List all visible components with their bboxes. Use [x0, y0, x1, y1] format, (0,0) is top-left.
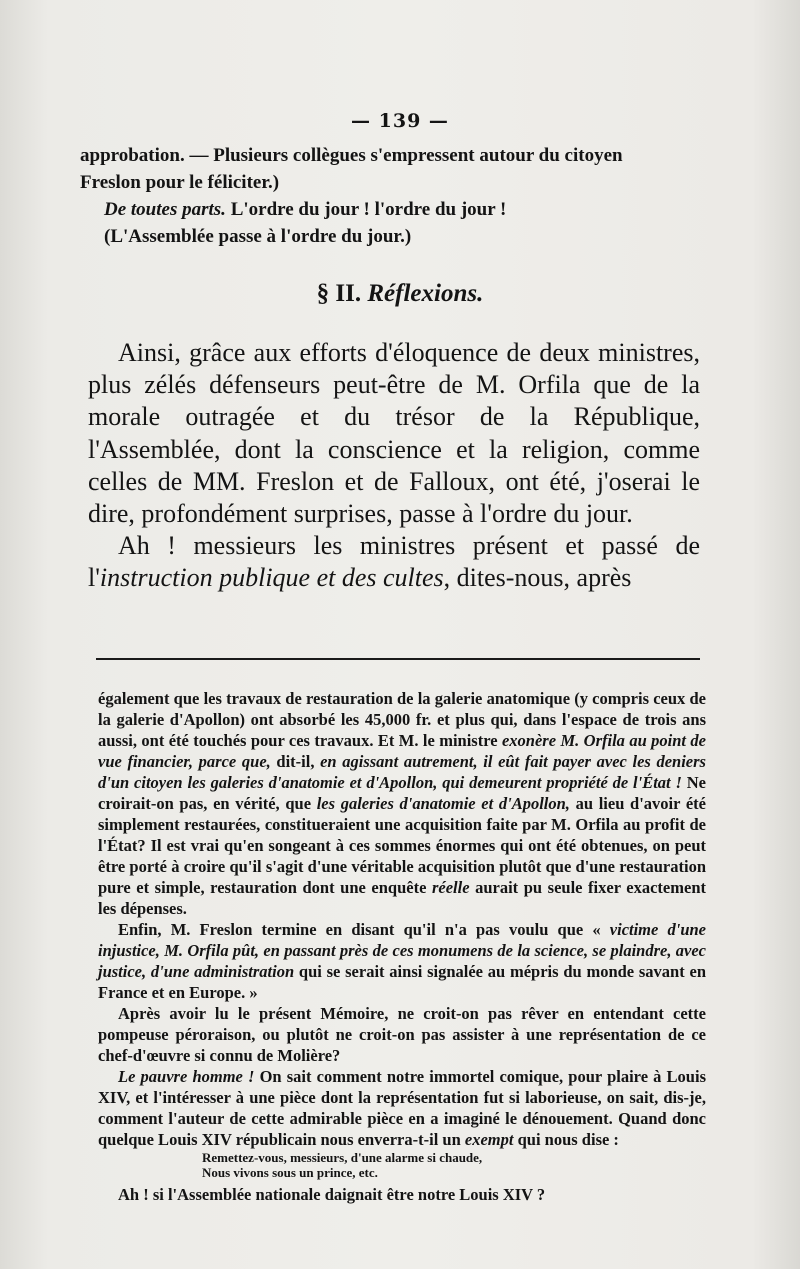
italic-run: victime d'une injustice, M. Orfila pût, en passant près de ces monumens de la science, se plaindre, avec justice, d'une administration	[98, 920, 706, 981]
body-paragraph: Ainsi, grâce aux efforts d'éloquence de deux ministres, plus zélés défenseurs peut-être de M. Orfila que de la morale outragée et du trésor de la République, l'Assemblée, dont la conscience et la religion, comme celles de MM. Freslon et de Falloux, ont été, j'oserai le dire, profondément surprises, passe à l'ordre du jour.	[88, 338, 700, 529]
italic-run: Le pauvre homme !	[118, 1067, 255, 1086]
speaker-label: De toutes parts.	[104, 199, 226, 220]
verse-line: Remettez-vous, messieurs, d'une alarme si chaude,	[202, 1150, 483, 1165]
footnote-paragraph	[98, 688, 706, 919]
section-number: § II.	[316, 280, 368, 307]
transcript-end	[80, 142, 700, 250]
text-run: également que les travaux de restauration de la galerie anatomique (y compris ceux de la galerie d'Apollon) ont absorbé les 45,000 fr. et plus qui, dans l'espace de trois ans aussi, ont été touchés pour ces travaux. Et M. le ministre	[98, 689, 706, 750]
text-run: Enfin, M. Freslon termine en disant qu'il n'a pas voulu que «	[118, 920, 610, 939]
footnote-paragraph	[98, 919, 706, 1003]
verse-line: Nous vivons sous un prince, etc.	[202, 1165, 378, 1180]
text-run: Ah ! messieurs les ministres présent et passé de l'	[88, 531, 700, 593]
text-run: au lieu d'avoir été simplement restaurées, constitueraient une acquisition faite par M. Orfila au profit de l'État? Il est vrai qu'en songeant à ces sommes énormes qui ont été obtenues, on peut être porté à croire qu'il s'agit d'une véritable acquisition plutôt que d'une restauration pure et simple, restauration dont une enquête	[98, 794, 706, 897]
footnote-paragraph: Après avoir lu le présent Mémoire, ne croit-on pas rêver en entendant cette pompeuse péroraison, ou plutôt ne croit-on pas assister à une représentation de ce chef-d'œuvre si connu de Molière?	[98, 1004, 706, 1065]
text-run: , dites-nous, après	[443, 563, 632, 593]
text-run: Ne croirait-on pas, en vérité, que	[98, 773, 706, 813]
transcript-line: Freslon pour le féliciter.)	[80, 172, 280, 193]
transcript-line: approbation. — Plusieurs collègues s'empressent autour du citoyen	[80, 145, 623, 166]
italic-run: instruction publique et des cultes	[99, 563, 444, 593]
footnote-paragraph	[98, 1066, 706, 1150]
page-number: — 139 —	[351, 110, 449, 132]
main-text	[88, 337, 700, 595]
text-run: aurait pu seule fixer exactement les dépenses.	[98, 878, 706, 918]
italic-run: réelle	[431, 878, 470, 897]
text-run: qui nous dise :	[513, 1130, 619, 1149]
speech-text: L'ordre du jour ! l'ordre du jour !	[225, 199, 507, 220]
italic-run: en agissant autrement, il eût fait payer avec les deniers d'un citoyen les galeries d'anatomie et d'Apollon, qui demeurent propriété de l'État !	[98, 752, 706, 792]
section-heading	[0, 280, 800, 308]
italic-run: les galeries d'anatomie et d'Apollon,	[316, 794, 570, 813]
italic-run: exonère M. Orfila au point de vue financier, parce que,	[98, 731, 706, 771]
section-title: Réflexions.	[367, 280, 484, 307]
transcript-line: (L'Assemblée passe à l'ordre du jour.)	[104, 226, 412, 247]
italic-run: exempt	[464, 1130, 514, 1149]
text-run: qui se serait ainsi signalée au mépris du monde savant en France et en Europe. »	[98, 962, 707, 1002]
footnote-divider	[96, 658, 700, 660]
body-paragraph	[88, 530, 700, 594]
text-run: On sait comment notre immortel comique, pour plaire à Louis XIV, et l'intéresser à une pièce dont la représentation fut si laborieuse, on sait, dis-je, comment l'auteur de cette admirable pièce en a imaginé le dénouement. Quand donc quelque Louis XIV républicain nous enverra-t-il un	[98, 1067, 706, 1149]
footnotes	[98, 688, 706, 1205]
text-run: dit-il,	[270, 752, 321, 771]
footnote-closing-line: Ah ! si l'Assemblée nationale daignait être notre Louis XIV ?	[118, 1185, 546, 1204]
transcript-line	[80, 196, 700, 223]
